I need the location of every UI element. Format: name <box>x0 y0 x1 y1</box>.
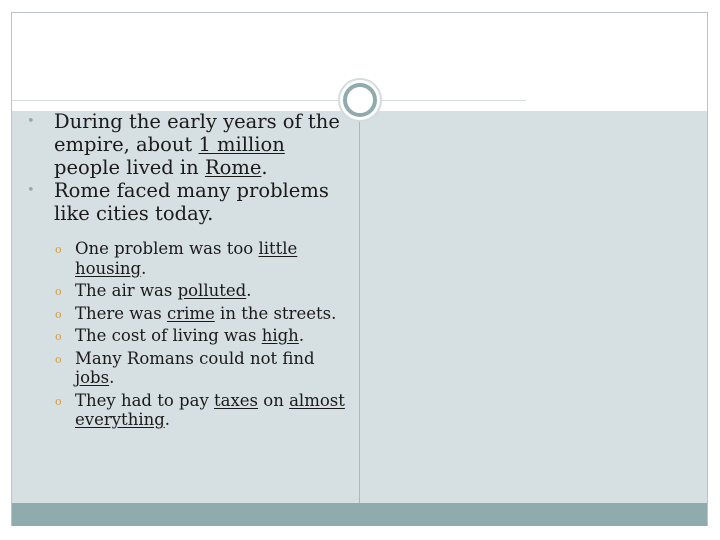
text-run: The cost of living was <box>75 326 262 345</box>
underlined-term: little housing <box>75 239 298 278</box>
hollow-circle-bullet-icon: o <box>55 243 62 256</box>
sub-bullet-point <box>24 326 354 346</box>
text-run: . <box>141 258 147 278</box>
text-run: Rome faced many problems like cities today. <box>54 179 329 225</box>
underlined-term: almost everything <box>75 390 345 429</box>
sub-bullet-point <box>24 281 354 301</box>
sub-bullet-point <box>24 349 354 388</box>
bullet-point <box>24 179 354 225</box>
hollow-circle-bullet-icon: o <box>55 307 62 321</box>
sub-bullet-point-text <box>75 349 315 388</box>
round-bullet-icon: • <box>27 183 35 198</box>
text-run: people lived in <box>54 156 205 179</box>
text-run: During the early years of the empire, about <box>54 110 340 156</box>
hollow-circle-bullet-icon: o <box>55 330 62 343</box>
sub-bullet-point-text <box>75 281 251 300</box>
bullet-point-text <box>54 179 329 225</box>
text-run: Many Romans could not find <box>75 348 315 368</box>
text-run: One problem was too <box>75 239 259 258</box>
hollow-circle-bullet-icon: o <box>55 285 62 298</box>
sub-bullet-list <box>24 239 354 430</box>
footer-bar <box>12 503 707 526</box>
text-run: The air was <box>75 281 178 300</box>
text-run: in the streets. <box>214 303 337 323</box>
text-run: They had to pay <box>75 390 215 410</box>
text-run: . <box>261 156 268 179</box>
sub-bullet-point <box>24 239 354 278</box>
underlined-term: taxes <box>214 390 259 410</box>
sub-bullet-point-text <box>75 304 336 323</box>
text-run: . <box>164 410 171 429</box>
sub-bullet-point-text <box>75 326 304 345</box>
hollow-circle-bullet-icon: o <box>55 394 62 408</box>
bullet-point-text <box>54 110 340 179</box>
text-run: on <box>258 390 290 410</box>
underlined-term: crime <box>166 303 215 323</box>
underlined-term: Rome <box>204 156 262 179</box>
underlined-term: jobs <box>75 368 110 387</box>
column-divider <box>359 111 360 503</box>
underlined-term: 1 million <box>198 133 285 156</box>
text-run: . <box>109 368 115 387</box>
sub-bullet-point-text <box>75 239 297 278</box>
hollow-circle-bullet-icon: o <box>55 352 62 366</box>
text-run: . <box>298 326 305 345</box>
underlined-term: high <box>261 326 299 345</box>
text-run: . <box>246 281 252 300</box>
underlined-term: polluted <box>177 281 247 300</box>
round-bullet-icon: • <box>27 114 35 129</box>
sub-bullet-point <box>24 304 354 324</box>
bullet-point <box>24 110 354 179</box>
sub-bullet-point-text <box>75 391 345 430</box>
slide-body-text <box>24 110 354 433</box>
title-divider-right <box>382 100 526 101</box>
sub-bullet-point <box>24 391 354 430</box>
title-divider-left <box>12 100 340 101</box>
main-bullet-list <box>24 110 354 225</box>
text-run: There was <box>75 303 167 323</box>
